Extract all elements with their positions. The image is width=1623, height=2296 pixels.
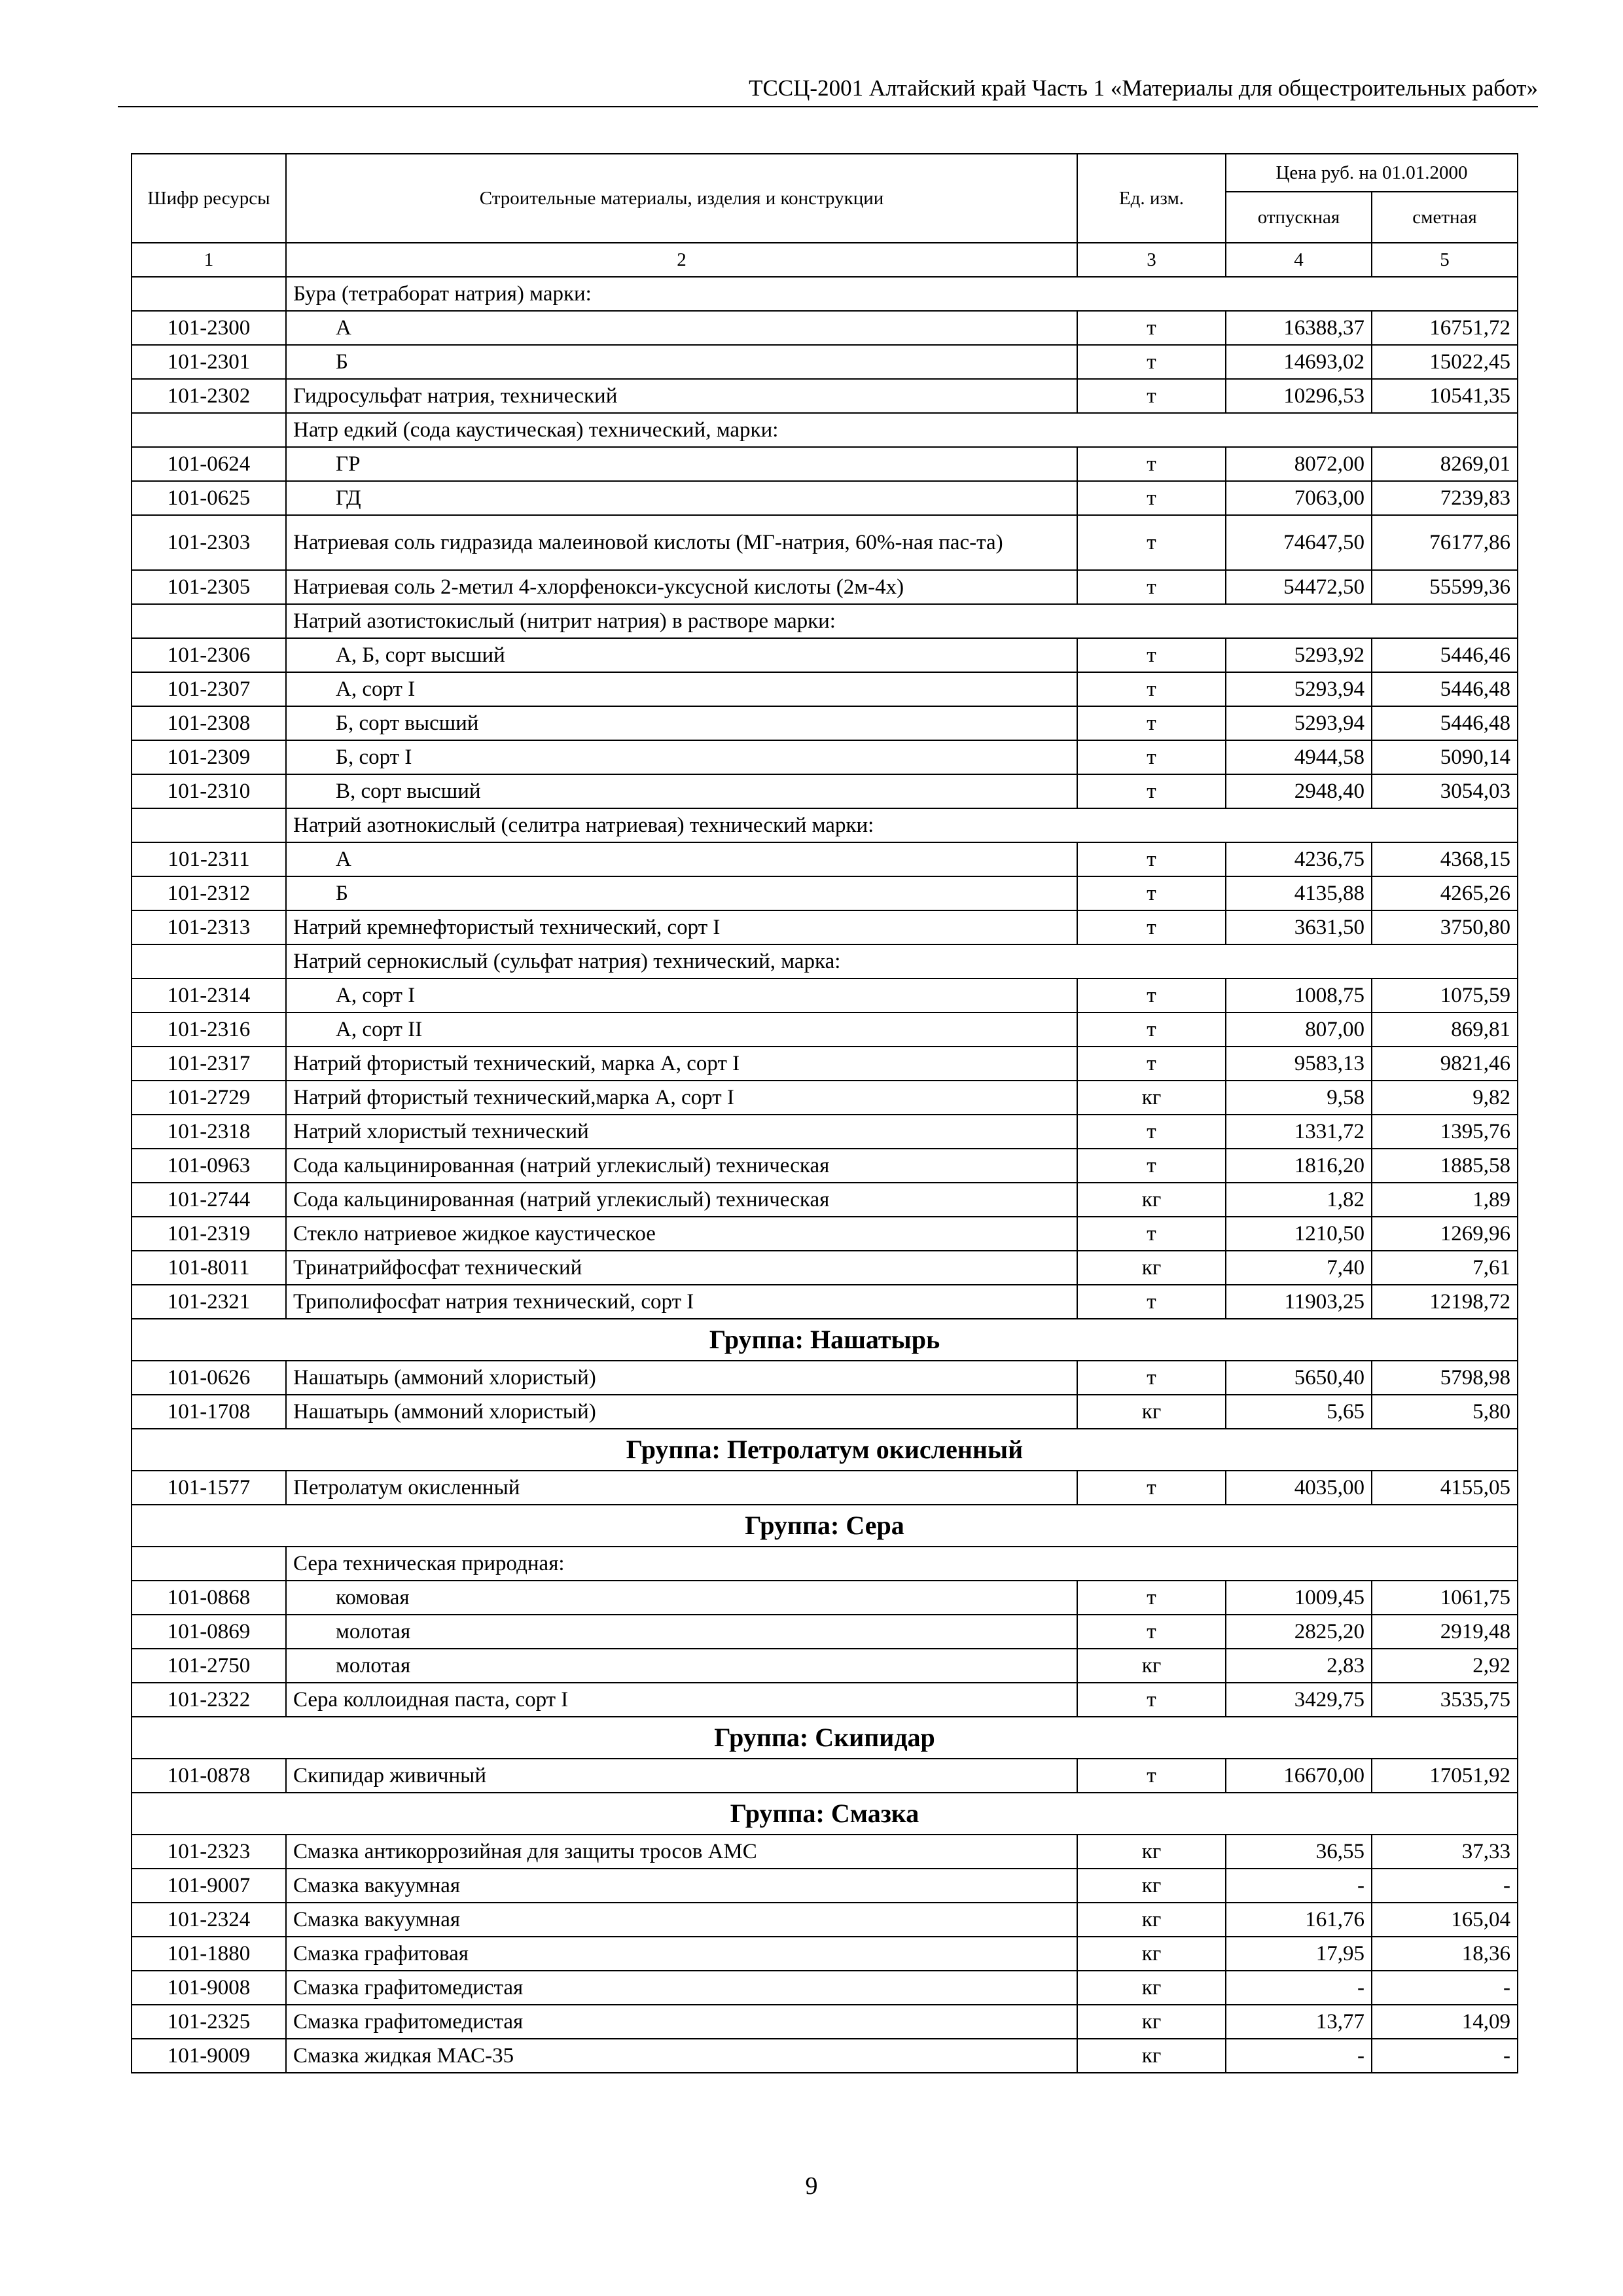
row-code: 101-0868	[132, 1581, 286, 1615]
row-price-release: 4944,58	[1226, 740, 1372, 774]
row-price-estimate: 5090,14	[1372, 740, 1518, 774]
row-unit: т	[1077, 1683, 1226, 1717]
row-price-estimate: 4265,26	[1372, 876, 1518, 910]
table-row	[132, 1081, 1518, 1115]
subheading-row	[132, 944, 1518, 978]
row-unit: т	[1077, 1013, 1226, 1047]
row-name: Натрий хлористый технический	[286, 1115, 1077, 1149]
row-name: А, сорт II	[286, 1013, 1077, 1047]
row-price-release: 7063,00	[1226, 481, 1372, 515]
row-price-estimate: 76177,86	[1372, 515, 1518, 570]
col-header-name: Строительные материалы, изделия и конструкции	[286, 154, 1077, 243]
subheading-label: Натр едкий (сода каустическая) технический, марки:	[286, 413, 1518, 447]
group-heading-row	[132, 1717, 1518, 1759]
row-price-release: 36,55	[1226, 1835, 1372, 1869]
row-code: 101-9008	[132, 1971, 286, 2005]
row-unit: кг	[1077, 1835, 1226, 1869]
row-name: Нашатырь (аммоний хлористый)	[286, 1395, 1077, 1429]
table-row	[132, 1869, 1518, 1903]
row-unit: кг	[1077, 1081, 1226, 1115]
row-unit: кг	[1077, 2005, 1226, 2039]
table-row	[132, 910, 1518, 944]
row-price-release: 5293,94	[1226, 672, 1372, 706]
row-unit: т	[1077, 876, 1226, 910]
row-code: 101-2323	[132, 1835, 286, 1869]
table-row	[132, 978, 1518, 1013]
group-heading: Группа: Сера	[132, 1505, 1518, 1547]
row-price-estimate: 9,82	[1372, 1081, 1518, 1115]
row-name: Смазка графитовая	[286, 1937, 1077, 1971]
row-code: 101-2310	[132, 774, 286, 808]
row-name: Натрий фтористый технический, марка А, сорт I	[286, 1047, 1077, 1081]
row-name: Смазка вакуумная	[286, 1869, 1077, 1903]
row-unit: т	[1077, 447, 1226, 481]
table-row	[132, 1013, 1518, 1047]
row-code: 101-1708	[132, 1395, 286, 1429]
row-name: Натрий кремнефтористый технический, сорт I	[286, 910, 1077, 944]
group-heading-row	[132, 1429, 1518, 1471]
row-code: 101-2319	[132, 1217, 286, 1251]
table-row	[132, 1835, 1518, 1869]
row-unit: кг	[1077, 1649, 1226, 1683]
subheading-row	[132, 1547, 1518, 1581]
row-price-estimate: 18,36	[1372, 1937, 1518, 1971]
row-code: 101-2300	[132, 311, 286, 345]
row-unit: т	[1077, 1759, 1226, 1793]
row-code: 101-0626	[132, 1361, 286, 1395]
row-unit: т	[1077, 1361, 1226, 1395]
group-heading-row	[132, 1319, 1518, 1361]
row-unit: кг	[1077, 1395, 1226, 1429]
row-name: Б	[286, 345, 1077, 379]
row-price-estimate: 12198,72	[1372, 1285, 1518, 1319]
row-code	[132, 944, 286, 978]
row-code: 101-2302	[132, 379, 286, 413]
row-name: Гидросульфат натрия, технический	[286, 379, 1077, 413]
row-name: Петролатум окисленный	[286, 1471, 1077, 1505]
row-price-estimate: 5446,48	[1372, 706, 1518, 740]
row-unit: т	[1077, 774, 1226, 808]
row-code: 101-2322	[132, 1683, 286, 1717]
subheading-row	[132, 808, 1518, 842]
row-price-estimate: 1885,58	[1372, 1149, 1518, 1183]
row-price-release: 74647,50	[1226, 515, 1372, 570]
row-code: 101-2305	[132, 570, 286, 604]
row-unit: кг	[1077, 1937, 1226, 1971]
row-price-release: 11903,25	[1226, 1285, 1372, 1319]
group-heading-row	[132, 1505, 1518, 1547]
col-header-price-release: отпускная	[1226, 192, 1372, 243]
row-code: 101-1880	[132, 1937, 286, 1971]
group-heading: Группа: Петролатум окисленный	[132, 1429, 1518, 1471]
row-unit: т	[1077, 740, 1226, 774]
row-price-estimate: 1075,59	[1372, 978, 1518, 1013]
row-price-estimate: 5798,98	[1372, 1361, 1518, 1395]
table-row	[132, 2039, 1518, 2073]
row-name: молотая	[286, 1615, 1077, 1649]
row-unit: т	[1077, 1047, 1226, 1081]
row-code: 101-2307	[132, 672, 286, 706]
table-row	[132, 515, 1518, 570]
row-price-release: 10296,53	[1226, 379, 1372, 413]
row-price-release: 807,00	[1226, 1013, 1372, 1047]
table-row	[132, 1471, 1518, 1505]
col-header-unit: Ед. изм.	[1077, 154, 1226, 243]
row-name: Смазка жидкая МАС-35	[286, 2039, 1077, 2073]
subheading-row	[132, 277, 1518, 311]
row-unit: т	[1077, 379, 1226, 413]
column-number: 1	[132, 243, 286, 277]
row-name: В, сорт высший	[286, 774, 1077, 808]
table-row	[132, 2005, 1518, 2039]
table-header-row	[132, 154, 1518, 192]
table-row	[132, 1759, 1518, 1793]
row-price-estimate: 3535,75	[1372, 1683, 1518, 1717]
table-row	[132, 379, 1518, 413]
row-price-estimate: 1061,75	[1372, 1581, 1518, 1615]
row-price-release: -	[1226, 2039, 1372, 2073]
row-price-release: 5650,40	[1226, 1361, 1372, 1395]
row-name: Сода кальцинированная (натрий углекислый) техническая	[286, 1183, 1077, 1217]
row-unit: т	[1077, 345, 1226, 379]
table-row	[132, 1361, 1518, 1395]
table-row	[132, 1649, 1518, 1683]
row-unit: кг	[1077, 1251, 1226, 1285]
row-name: А, сорт I	[286, 672, 1077, 706]
row-price-release: 7,40	[1226, 1251, 1372, 1285]
row-code: 101-2321	[132, 1285, 286, 1319]
row-unit: кг	[1077, 1869, 1226, 1903]
row-code: 101-2306	[132, 638, 286, 672]
row-price-release: 2948,40	[1226, 774, 1372, 808]
row-price-estimate: 869,81	[1372, 1013, 1518, 1047]
subheading-label: Бура (тетраборат натрия) марки:	[286, 277, 1518, 311]
table-row	[132, 1581, 1518, 1615]
subheading-label: Сера техническая природная:	[286, 1547, 1518, 1581]
row-unit: т	[1077, 672, 1226, 706]
table-row	[132, 1251, 1518, 1285]
row-code: 101-2317	[132, 1047, 286, 1081]
row-code	[132, 808, 286, 842]
table-row	[132, 345, 1518, 379]
row-price-release: 9583,13	[1226, 1047, 1372, 1081]
row-name: Натрий фтористый технический,марка А, сорт I	[286, 1081, 1077, 1115]
row-price-release: 5,65	[1226, 1395, 1372, 1429]
row-price-estimate: 37,33	[1372, 1835, 1518, 1869]
row-code: 101-2301	[132, 345, 286, 379]
row-price-estimate: 1395,76	[1372, 1115, 1518, 1149]
table-body	[132, 154, 1518, 2073]
row-code: 101-2312	[132, 876, 286, 910]
subheading-label: Натрий азотистокислый (нитрит натрия) в растворе марки:	[286, 604, 1518, 638]
row-price-estimate: 9821,46	[1372, 1047, 1518, 1081]
row-name: Б, сорт высший	[286, 706, 1077, 740]
table-row	[132, 1115, 1518, 1149]
row-unit: т	[1077, 1285, 1226, 1319]
row-name: ГД	[286, 481, 1077, 515]
subheading-label: Натрий азотнокислый (селитра натриевая) технический марки:	[286, 808, 1518, 842]
row-unit: т	[1077, 1615, 1226, 1649]
table-row	[132, 447, 1518, 481]
row-name: молотая	[286, 1649, 1077, 1683]
row-price-estimate: 1269,96	[1372, 1217, 1518, 1251]
row-price-release: 2,83	[1226, 1649, 1372, 1683]
table-row	[132, 1047, 1518, 1081]
row-code: 101-0869	[132, 1615, 286, 1649]
subheading-label: Натрий сернокислый (сульфат натрия) технический, марка:	[286, 944, 1518, 978]
row-price-estimate: 10541,35	[1372, 379, 1518, 413]
column-number-row	[132, 243, 1518, 277]
price-table	[131, 153, 1518, 2073]
row-price-release: 1,82	[1226, 1183, 1372, 1217]
row-price-estimate: 4368,15	[1372, 842, 1518, 876]
row-code	[132, 604, 286, 638]
row-price-estimate: -	[1372, 1869, 1518, 1903]
col-header-price: Цена руб. на 01.01.2000	[1226, 154, 1518, 192]
row-price-release: 2825,20	[1226, 1615, 1372, 1649]
row-price-release: 161,76	[1226, 1903, 1372, 1937]
row-price-release: 54472,50	[1226, 570, 1372, 604]
table-row	[132, 1183, 1518, 1217]
column-number: 4	[1226, 243, 1372, 277]
table-row	[132, 1615, 1518, 1649]
document-title: ТССЦ-2001 Алтайский край Часть 1 «Материалы для общестроительных работ»	[749, 75, 1538, 101]
row-name: комовая	[286, 1581, 1077, 1615]
row-code: 101-2729	[132, 1081, 286, 1115]
row-code: 101-2314	[132, 978, 286, 1013]
row-unit: т	[1077, 638, 1226, 672]
row-price-estimate: 5446,46	[1372, 638, 1518, 672]
row-price-release: 8072,00	[1226, 447, 1372, 481]
row-code: 101-0963	[132, 1149, 286, 1183]
row-unit: т	[1077, 910, 1226, 944]
row-unit: т	[1077, 570, 1226, 604]
row-code: 101-2313	[132, 910, 286, 944]
row-code: 101-2311	[132, 842, 286, 876]
row-code	[132, 277, 286, 311]
row-price-release: 17,95	[1226, 1937, 1372, 1971]
row-unit: т	[1077, 1581, 1226, 1615]
row-price-estimate: 2,92	[1372, 1649, 1518, 1683]
table-row	[132, 570, 1518, 604]
row-price-estimate: 8269,01	[1372, 447, 1518, 481]
group-heading: Группа: Скипидар	[132, 1717, 1518, 1759]
table-row	[132, 1217, 1518, 1251]
group-heading-row	[132, 1793, 1518, 1835]
row-name: Натриевая соль гидразида малеиновой кислоты (МГ-натрия, 60%-ная пас-та)	[286, 515, 1077, 570]
table-row	[132, 842, 1518, 876]
row-name: ГР	[286, 447, 1077, 481]
row-unit: т	[1077, 978, 1226, 1013]
row-unit: кг	[1077, 1971, 1226, 2005]
row-name: Натриевая соль 2-метил 4-хлорфенокси-уксусной кислоты (2м-4х)	[286, 570, 1077, 604]
row-name: Скипидар живичный	[286, 1759, 1077, 1793]
row-unit: т	[1077, 706, 1226, 740]
row-price-release: 1331,72	[1226, 1115, 1372, 1149]
row-price-estimate: 3750,80	[1372, 910, 1518, 944]
table-row	[132, 1149, 1518, 1183]
row-name: А	[286, 842, 1077, 876]
row-price-estimate: -	[1372, 1971, 1518, 2005]
row-code: 101-8011	[132, 1251, 286, 1285]
row-price-release: 3429,75	[1226, 1683, 1372, 1717]
row-price-release: 4135,88	[1226, 876, 1372, 910]
table-row	[132, 740, 1518, 774]
row-name: Смазка графитомедистая	[286, 1971, 1077, 2005]
row-price-estimate: 7239,83	[1372, 481, 1518, 515]
row-price-release: -	[1226, 1869, 1372, 1903]
row-price-release: 1008,75	[1226, 978, 1372, 1013]
row-price-estimate: 1,89	[1372, 1183, 1518, 1217]
row-code: 101-2309	[132, 740, 286, 774]
row-price-estimate: 5,80	[1372, 1395, 1518, 1429]
row-price-estimate: -	[1372, 2039, 1518, 2073]
row-name: Триполифосфат натрия технический, сорт I	[286, 1285, 1077, 1319]
row-code: 101-0624	[132, 447, 286, 481]
row-price-estimate: 3054,03	[1372, 774, 1518, 808]
row-price-estimate: 2919,48	[1372, 1615, 1518, 1649]
row-price-release: 1009,45	[1226, 1581, 1372, 1615]
row-price-release: 4035,00	[1226, 1471, 1372, 1505]
col-header-price-estimate: сметная	[1372, 192, 1518, 243]
row-price-release: 14693,02	[1226, 345, 1372, 379]
table-row	[132, 1971, 1518, 2005]
row-price-release: 16388,37	[1226, 311, 1372, 345]
row-price-release: 3631,50	[1226, 910, 1372, 944]
row-price-release: 5293,94	[1226, 706, 1372, 740]
row-name: Тринатрийфосфат технический	[286, 1251, 1077, 1285]
row-name: Нашатырь (аммоний хлористый)	[286, 1361, 1077, 1395]
row-code: 101-0625	[132, 481, 286, 515]
row-code	[132, 1547, 286, 1581]
row-price-release: 4236,75	[1226, 842, 1372, 876]
row-name: А, сорт I	[286, 978, 1077, 1013]
table-row	[132, 481, 1518, 515]
row-unit: т	[1077, 1471, 1226, 1505]
table-row	[132, 1285, 1518, 1319]
column-number: 5	[1372, 243, 1518, 277]
row-price-release: 5293,92	[1226, 638, 1372, 672]
row-name: Сода кальцинированная (натрий углекислый) техническая	[286, 1149, 1077, 1183]
row-price-release: 1816,20	[1226, 1149, 1372, 1183]
row-code: 101-2744	[132, 1183, 286, 1217]
row-code: 101-2750	[132, 1649, 286, 1683]
row-unit: т	[1077, 311, 1226, 345]
row-code: 101-9007	[132, 1869, 286, 1903]
subheading-row	[132, 604, 1518, 638]
group-heading: Группа: Нашатырь	[132, 1319, 1518, 1361]
row-price-release: 1210,50	[1226, 1217, 1372, 1251]
row-unit: т	[1077, 515, 1226, 570]
row-price-estimate: 7,61	[1372, 1251, 1518, 1285]
row-price-estimate: 14,09	[1372, 2005, 1518, 2039]
row-name: Б	[286, 876, 1077, 910]
row-price-release: 16670,00	[1226, 1759, 1372, 1793]
row-price-estimate: 16751,72	[1372, 311, 1518, 345]
table-row	[132, 638, 1518, 672]
row-code: 101-2308	[132, 706, 286, 740]
row-code: 101-9009	[132, 2039, 286, 2073]
row-unit: кг	[1077, 1183, 1226, 1217]
row-name: Смазка антикоррозийная для защиты тросов АМС	[286, 1835, 1077, 1869]
row-code: 101-2316	[132, 1013, 286, 1047]
row-name: Сера коллоидная паста, сорт I	[286, 1683, 1077, 1717]
row-unit: т	[1077, 842, 1226, 876]
row-price-estimate: 4155,05	[1372, 1471, 1518, 1505]
row-name: А, Б, сорт высший	[286, 638, 1077, 672]
row-name: Смазка графитомедистая	[286, 2005, 1077, 2039]
table-row	[132, 876, 1518, 910]
table-row	[132, 672, 1518, 706]
row-code: 101-0878	[132, 1759, 286, 1793]
table-row	[132, 1395, 1518, 1429]
row-price-estimate: 165,04	[1372, 1903, 1518, 1937]
column-number: 3	[1077, 243, 1226, 277]
column-number: 2	[286, 243, 1077, 277]
row-unit: т	[1077, 481, 1226, 515]
row-name: Смазка вакуумная	[286, 1903, 1077, 1937]
row-price-estimate: 55599,36	[1372, 570, 1518, 604]
table-row	[132, 1683, 1518, 1717]
row-name: А	[286, 311, 1077, 345]
table-row	[132, 774, 1518, 808]
table-row	[132, 1937, 1518, 1971]
table-row	[132, 706, 1518, 740]
row-unit: т	[1077, 1115, 1226, 1149]
row-price-release: 13,77	[1226, 2005, 1372, 2039]
row-price-estimate: 17051,92	[1372, 1759, 1518, 1793]
row-unit: кг	[1077, 2039, 1226, 2073]
row-code: 101-2318	[132, 1115, 286, 1149]
table-row	[132, 1903, 1518, 1937]
row-name: Б, сорт I	[286, 740, 1077, 774]
row-code: 101-2324	[132, 1903, 286, 1937]
subheading-row	[132, 413, 1518, 447]
row-price-release: 9,58	[1226, 1081, 1372, 1115]
col-header-code: Шифр ресурсы	[132, 154, 286, 243]
row-code	[132, 413, 286, 447]
row-unit: т	[1077, 1217, 1226, 1251]
table-row	[132, 311, 1518, 345]
row-name: Стекло натриевое жидкое каустическое	[286, 1217, 1077, 1251]
row-code: 101-2325	[132, 2005, 286, 2039]
row-code: 101-1577	[132, 1471, 286, 1505]
row-unit: т	[1077, 1149, 1226, 1183]
row-price-estimate: 15022,45	[1372, 345, 1518, 379]
page-number: 9	[805, 2172, 818, 2200]
row-price-release: -	[1226, 1971, 1372, 2005]
row-price-estimate: 5446,48	[1372, 672, 1518, 706]
row-unit: кг	[1077, 1903, 1226, 1937]
group-heading: Группа: Смазка	[132, 1793, 1518, 1835]
row-code: 101-2303	[132, 515, 286, 570]
page-header	[118, 73, 1538, 107]
